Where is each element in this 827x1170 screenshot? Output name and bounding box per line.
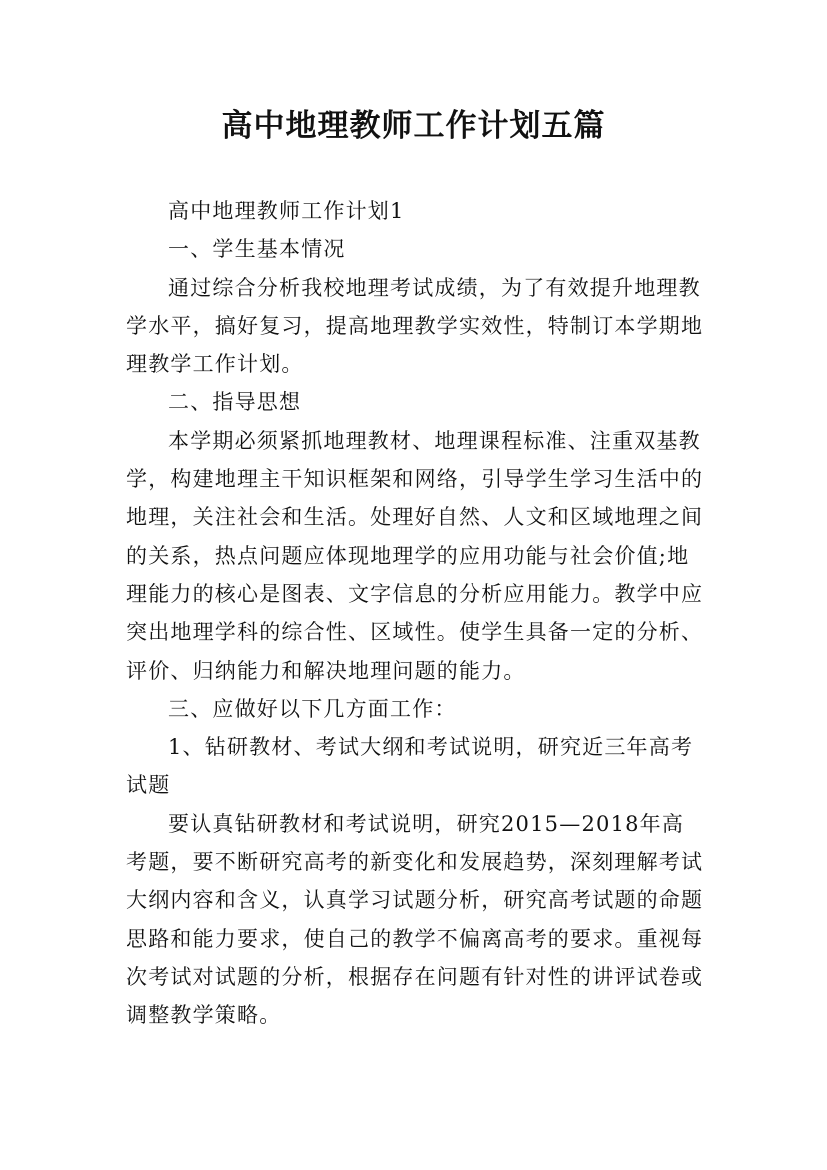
paragraph-plan-heading: 高中地理教师工作计划1 [168,199,405,223]
document-title: 高中地理教师工作计划五篇 [221,108,606,144]
paragraph-section-1-heading: 一、学生基本情况 [168,237,346,262]
paragraph-item-1-content: 要认真钻研教材和考试说明，研究2015—2018年高考题，要不断研究高考的新变化和发展趋势，深刻理解考试大纲内容和含义，认真学习试题分析，研究高考试题的命题思路和能力要求，使自己的教学不偏离高考的要求。重视每次考试对试题的分析，根据存在问题有针对性的讲评试卷或调整教学策略。 [126,811,704,1028]
paragraph-guiding-ideas: 本学期必须紧抓地理教材、地理课程标准、注重双基教学，构建地理主干知识框架和网络，引导学生学习生活中的地理，关注社会和生活。处理好自然、人文和区域地理之间的关系，热点问题应体现地理学的应用功能与社会价值;地理能力的核心是图表、文字信息的分析应用能力。教学中应突出地理学科的综合性、区域性。使学生具备一定的分析、评价、归纳能力和解决地理问题的能力。 [126,428,704,683]
paragraph-item-1-heading: 1、钻研教材、考试大纲和考试说明，研究近三年高考试题 [126,735,694,798]
document-body [126,192,706,1035]
paragraph-section-2-heading: 二、指导思想 [168,390,302,415]
paragraph-section-3-heading: 三、应做好以下几方面工作： [168,696,457,721]
paragraph-student-situation: 通过综合分析我校地理考试成绩，为了有效提升地理教学水平，搞好复习，提高地理教学实效性，特制订本学期地理教学工作计划。 [126,275,704,377]
